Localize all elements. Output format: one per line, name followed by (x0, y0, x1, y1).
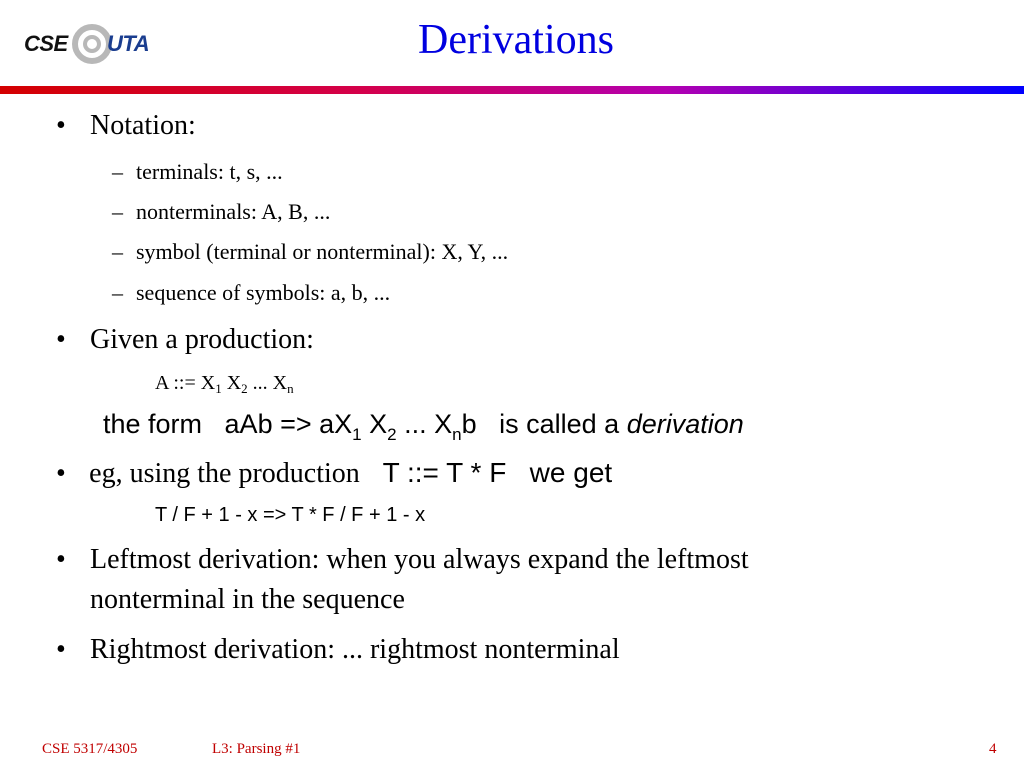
subscript: 1 (352, 425, 362, 444)
title-divider (0, 86, 1024, 94)
sub-bullet-text: nonterminals: A, B, ... (136, 199, 331, 224)
bullet-given-text: Given a production: (90, 324, 314, 355)
bullet-marker: • (56, 324, 66, 355)
subscript: 1 (215, 381, 222, 396)
sub-bullet-sequence (112, 279, 391, 307)
logo-cse-text: CSE (24, 31, 68, 56)
bullet-rightmost (56, 630, 620, 670)
subscript: n (452, 425, 462, 444)
bullet-leftmost-line1: Leftmost derivation: when you always expand the leftmost (90, 544, 749, 575)
bullet-notation-text: Notation: (90, 110, 196, 141)
footer-course: CSE 5317/4305 (42, 741, 138, 757)
example-intro-text: eg, using the production (89, 458, 360, 489)
logo-uta-text: UTA (107, 31, 150, 56)
sub-bullet-text: sequence of symbols: a, b, ... (136, 280, 391, 305)
production-rule (155, 369, 294, 403)
bullet-leftmost-line2: nonterminal in the sequence (90, 584, 405, 615)
form-part: ... X (396, 409, 453, 439)
bullet-notation (56, 106, 196, 146)
footer-page-number: 4 (989, 741, 997, 757)
bullet-example (56, 453, 612, 494)
dash-marker: – (112, 239, 123, 264)
bullet-leftmost (56, 540, 749, 620)
derivation-term: derivation (626, 409, 744, 439)
production-lhs: A ::= X (155, 372, 216, 394)
sub-bullet-text: terminals: t, s, ... (136, 159, 283, 184)
subscript: 2 (387, 425, 397, 444)
bullet-marker: • (56, 634, 66, 665)
bullet-marker: • (56, 458, 66, 489)
footer-lecture: L3: Parsing #1 (212, 741, 301, 757)
sub-bullet-symbol (112, 238, 509, 266)
form-part: the form aAb => aX (103, 409, 353, 439)
derivation-definition (103, 404, 744, 455)
sub-bullet-terminals (112, 158, 283, 186)
bullet-given-production (56, 320, 314, 360)
sub-bullet-text: symbol (terminal or nonterminal): X, Y, ... (136, 239, 509, 264)
dash-marker: – (112, 280, 123, 305)
sub-bullet-nonterminals (112, 198, 331, 226)
form-part: X (361, 409, 388, 439)
bullet-marker: • (56, 544, 66, 575)
production-part: X (221, 372, 242, 394)
dash-marker: – (112, 199, 123, 224)
bullet-marker: • (56, 110, 66, 141)
dash-marker: – (112, 159, 123, 184)
subscript: 2 (241, 381, 248, 396)
subscript: n (287, 381, 294, 396)
example-derivation: T / F + 1 - x => T * F / F + 1 - x (155, 504, 426, 526)
production-part: ... X (247, 372, 288, 394)
example-production-text: T ::= T * F we get (359, 457, 613, 488)
bullet-rightmost-text: Rightmost derivation: ... rightmost nonterminal (90, 634, 620, 665)
slide-title: Derivations (418, 17, 614, 63)
form-part: b is called a (461, 409, 627, 439)
